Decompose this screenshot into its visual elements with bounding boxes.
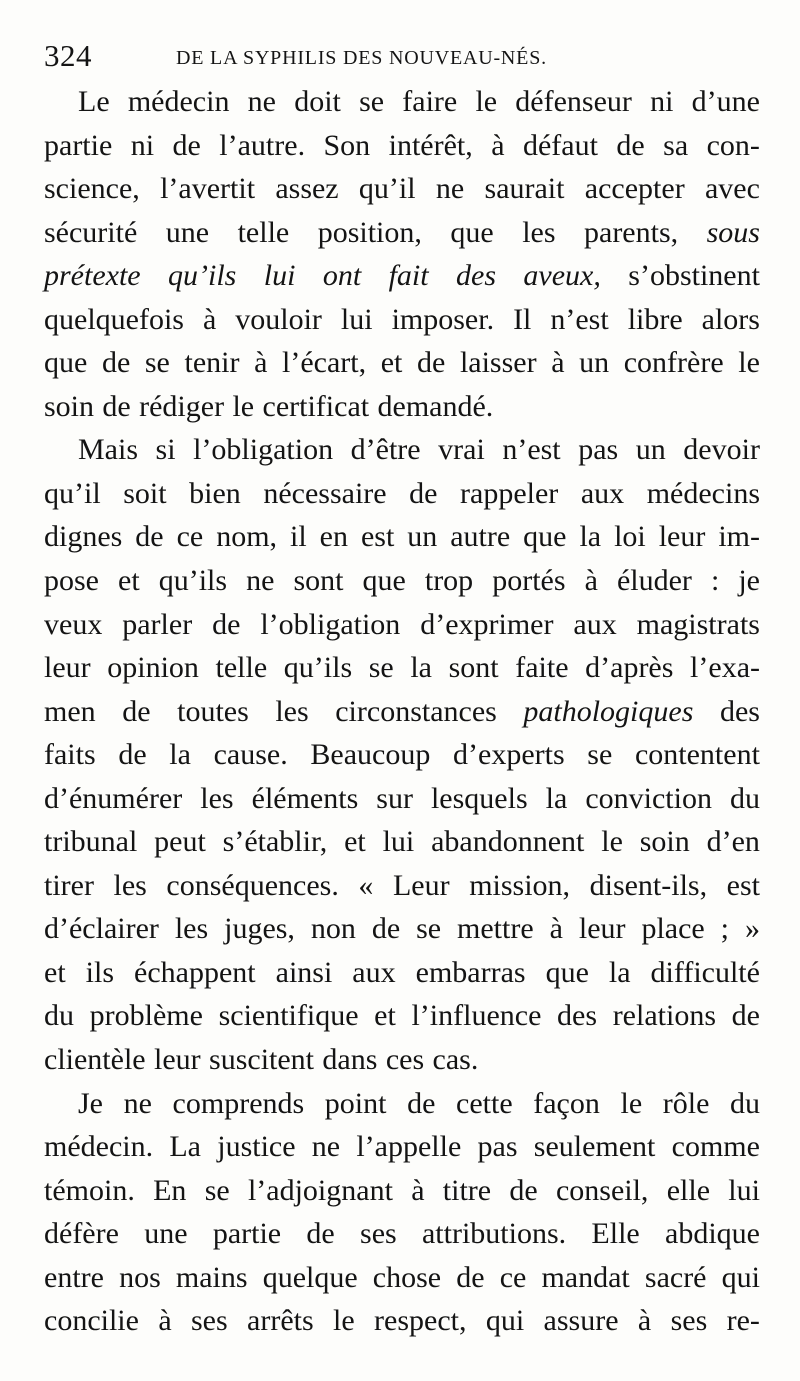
word: l’exa- (690, 651, 760, 685)
word: que (450, 215, 494, 249)
word: mandat (541, 1260, 630, 1294)
word: le (333, 1304, 355, 1338)
word: de (102, 389, 131, 423)
running-title: DE LA SYPHILIS DES NOUVEAU-NÉS. (176, 47, 547, 69)
word: intérêt, (388, 128, 473, 162)
word: sécurité (44, 215, 138, 249)
word: que (44, 346, 88, 380)
word: leur (154, 1043, 201, 1077)
word: ses (670, 1304, 708, 1338)
word: les (200, 781, 234, 815)
text-line (44, 1125, 760, 1169)
word: parents, (584, 215, 679, 249)
word: comprends (172, 1086, 305, 1120)
word: con- (706, 128, 760, 162)
word: tribunal (44, 825, 138, 859)
word: de (371, 912, 401, 946)
word: est (726, 868, 760, 902)
word: du (729, 781, 760, 815)
word: Beaucoup (310, 738, 431, 772)
italic-word: ont (322, 259, 362, 293)
word: ; (720, 912, 729, 946)
text-line (44, 1038, 760, 1082)
word: de (118, 738, 147, 772)
word: à (254, 346, 268, 380)
word: défaut (522, 128, 598, 162)
word: éluder (616, 564, 692, 598)
word: ni (650, 85, 674, 118)
text-line (44, 341, 760, 385)
word: l’autre. (219, 128, 306, 162)
word: non (310, 912, 356, 946)
word: tenir (184, 346, 240, 380)
word: ses (360, 1217, 397, 1251)
word: bien (189, 476, 241, 510)
word: quelque (262, 1260, 358, 1294)
word: doit (294, 85, 341, 118)
word: conséquences. (166, 868, 339, 902)
word: sur (376, 781, 413, 815)
word: juges, (224, 912, 295, 946)
word: nécessaire (263, 476, 387, 510)
word: cas. (432, 1043, 479, 1077)
word: difficulté (650, 955, 760, 989)
italic-word: lui (263, 259, 296, 293)
word: à (584, 564, 598, 598)
word: faire (402, 85, 458, 118)
word: tirer (44, 868, 94, 902)
word: place (641, 912, 705, 946)
word: que (523, 520, 567, 554)
word: faite (515, 651, 569, 685)
word: que (362, 564, 406, 598)
italic-word: aveux, (523, 259, 601, 293)
word: l’avertit (160, 172, 256, 206)
word: magistrats (636, 607, 760, 641)
word: la (545, 781, 568, 815)
word: leur (578, 912, 626, 946)
word: si (155, 433, 176, 467)
word: portés (492, 564, 566, 598)
word: s’établir, (222, 825, 328, 859)
text-line (44, 428, 760, 472)
word: soin (44, 389, 95, 423)
word: d’éclairer (44, 912, 159, 946)
word: La (169, 1130, 201, 1164)
word: les (522, 215, 556, 249)
italic-word: fait (388, 259, 429, 293)
word: peut (154, 825, 206, 859)
word: à (637, 1304, 652, 1338)
word: n’est (502, 433, 561, 467)
word: point (324, 1086, 387, 1120)
word: d’experts (453, 738, 565, 772)
italic-word: prétexte (44, 259, 141, 293)
word: » (744, 912, 760, 946)
word: se (587, 738, 613, 772)
word: se (204, 1173, 230, 1207)
word: position, (317, 215, 422, 249)
word: de (135, 520, 164, 554)
word: aux (580, 476, 625, 510)
page-number: 324 (44, 38, 92, 73)
word: arrêts (247, 1304, 314, 1338)
word: elle (666, 1173, 711, 1207)
word: les (113, 868, 147, 902)
word: parler (122, 607, 193, 641)
word: ne (311, 1130, 341, 1164)
word: l’influence (411, 999, 542, 1033)
word: et (380, 346, 403, 380)
word: alors (701, 302, 760, 336)
word: de (509, 1173, 538, 1207)
word: à (551, 346, 565, 380)
word: un (407, 520, 438, 554)
word: leur (658, 520, 706, 554)
word: échappent (134, 955, 256, 989)
word: disent-ils, (589, 868, 708, 902)
word: ni (130, 128, 155, 162)
word: clientèle (44, 1043, 146, 1077)
word: de (456, 1260, 485, 1294)
italic-word: sous (706, 215, 760, 249)
word: et (344, 825, 366, 859)
word: une (165, 215, 210, 249)
word: entre (44, 1260, 104, 1294)
word: se (144, 346, 170, 380)
word: défenseur (515, 85, 632, 118)
word: médecin (127, 85, 230, 118)
word: mains (175, 1260, 248, 1294)
word: ainsi (275, 955, 333, 989)
text-line (44, 559, 760, 603)
text-line (44, 515, 760, 559)
word: trop (424, 564, 474, 598)
word: quelquefois (44, 302, 184, 336)
word: d’exprimer (420, 607, 554, 641)
text-line (44, 254, 760, 298)
word: le (620, 1086, 643, 1120)
word: ne (246, 564, 275, 598)
word: rôle (662, 1086, 710, 1120)
word: et (374, 999, 396, 1033)
word: mission, (469, 868, 571, 902)
text-line (44, 994, 760, 1038)
text-line (44, 820, 760, 864)
word: les (174, 912, 209, 946)
word: l’obligation (193, 433, 334, 467)
word: l’appelle (356, 1130, 462, 1164)
word: façon (533, 1086, 600, 1120)
word: attributions. (421, 1217, 567, 1251)
word: est (360, 520, 395, 554)
text-line (44, 646, 760, 690)
word: la (608, 955, 631, 989)
word: leur (44, 651, 91, 685)
text-line (44, 211, 760, 255)
word: cause. (213, 738, 288, 772)
word: le (601, 825, 623, 859)
text-line (44, 472, 760, 516)
word: à (491, 128, 505, 162)
word: cette (456, 1086, 513, 1120)
text-line (44, 603, 760, 647)
word: l’adjoignant (247, 1173, 393, 1207)
text-line (44, 298, 760, 342)
word: soit (123, 476, 167, 510)
word: Leur (392, 868, 450, 902)
word: science, (44, 172, 140, 206)
word: abdique (665, 1217, 760, 1251)
word: et (44, 955, 66, 989)
word: veux (44, 607, 103, 641)
word: de (407, 1086, 436, 1120)
word: défère (44, 1217, 119, 1251)
word: lui (340, 302, 373, 336)
word: un (635, 433, 666, 467)
word: libre (627, 302, 683, 336)
word: qu’il (44, 476, 101, 510)
word: qu’il (358, 172, 416, 206)
word: conviction (585, 781, 712, 815)
word: du (44, 999, 74, 1033)
word: confrère (623, 346, 724, 380)
word: de (101, 346, 131, 380)
word: vouloir (235, 302, 322, 336)
word: de (731, 999, 760, 1033)
word: qui (721, 1260, 760, 1294)
text-line (44, 733, 760, 777)
word: lui (728, 1173, 760, 1207)
word: ces (385, 1043, 425, 1077)
word: men (44, 694, 96, 728)
word: accepter (584, 172, 685, 206)
word: respect, (374, 1304, 467, 1338)
word: justice (217, 1130, 296, 1164)
word: assure (543, 1304, 619, 1338)
word: rappeler (460, 476, 559, 510)
word: embarras (415, 955, 526, 989)
word: nom, (216, 520, 278, 554)
word: soin (639, 825, 690, 859)
word: pose (44, 564, 99, 598)
word: à (411, 1173, 425, 1207)
word: problème (89, 999, 203, 1033)
word: sont (293, 564, 344, 598)
word: ne (247, 85, 276, 118)
text-line (44, 1169, 760, 1213)
word: les (275, 694, 309, 728)
word: de (122, 694, 151, 728)
word: mettre (457, 912, 534, 946)
word: de (172, 128, 201, 162)
word: le (232, 389, 255, 423)
word: toutes (177, 694, 249, 728)
word: assez (275, 172, 339, 206)
word: re- (726, 1304, 760, 1338)
italic-word: qu’ils (168, 259, 237, 293)
word: d’être (350, 433, 421, 467)
word: opinion (107, 651, 199, 685)
word: Son (323, 128, 371, 162)
word: de (212, 607, 241, 641)
word: il (290, 520, 307, 554)
word: l’écart, (282, 346, 367, 380)
text-line (44, 1082, 760, 1126)
text-line (44, 951, 760, 995)
word: des (557, 999, 598, 1033)
text-line (44, 777, 760, 821)
word: suscitent (209, 1043, 315, 1077)
text-line (44, 167, 760, 211)
word: qu’ils (283, 651, 353, 685)
word: l’obligation (260, 607, 401, 641)
word: le (738, 346, 760, 380)
word: devoir (683, 433, 760, 467)
word: médecins (646, 476, 760, 510)
word: pas (578, 433, 619, 467)
word: la (410, 651, 432, 685)
word: d’énumérer (44, 781, 183, 815)
word: telle (215, 651, 268, 685)
word: conseil, (555, 1173, 649, 1207)
word: lesquels (430, 781, 528, 815)
text-line (44, 864, 760, 908)
word: sa (663, 128, 689, 162)
word: ce (176, 520, 204, 554)
word: à (202, 302, 217, 336)
word: qu’ils (158, 564, 228, 598)
word: titre (442, 1173, 492, 1207)
word: partie (212, 1217, 282, 1251)
italic-word: pathologiques (523, 694, 694, 728)
word: relations (612, 999, 716, 1033)
text-line (44, 80, 760, 124)
word: laisser (459, 346, 537, 380)
word: : (710, 564, 720, 598)
word: demandé. (377, 389, 494, 423)
word: se (416, 912, 442, 946)
word: comme (671, 1130, 760, 1164)
word: ils (85, 955, 115, 989)
word: scientifique (218, 999, 359, 1033)
word: circonstances (335, 694, 497, 728)
word: que (545, 955, 589, 989)
word: du (730, 1086, 760, 1120)
word: ne (435, 172, 465, 206)
word: en (319, 520, 348, 554)
text-line (44, 690, 760, 734)
word: abandonnent (431, 825, 585, 859)
word: témoin. (44, 1173, 135, 1207)
word: En (153, 1173, 187, 1207)
word: concilie (44, 1304, 139, 1338)
word: avec (704, 172, 760, 206)
page-header (40, 38, 760, 78)
word: d’après (585, 651, 674, 685)
word: un (579, 346, 610, 380)
body-text (44, 80, 760, 1343)
word: de (409, 476, 438, 510)
word: à (158, 1304, 172, 1338)
word: Elle (591, 1217, 640, 1251)
word: certificat (262, 389, 370, 423)
word: médecin. (44, 1130, 154, 1164)
word: dans (322, 1043, 378, 1077)
word: partie (44, 128, 113, 162)
word: n’est (550, 302, 609, 336)
word: de (616, 128, 645, 162)
text-line (44, 1256, 760, 1300)
word: sacré (644, 1260, 707, 1294)
word: je (738, 564, 760, 598)
word: de (417, 346, 446, 380)
word: loi (614, 520, 646, 554)
word: s’obstinent (628, 259, 760, 293)
italic-word: des (456, 259, 497, 293)
word: rédiger (139, 389, 225, 423)
word: une (144, 1217, 188, 1251)
word: aux (573, 607, 617, 641)
word: Le (78, 85, 110, 118)
word: im- (718, 520, 760, 554)
word: vrai (438, 433, 485, 467)
word: d’en (706, 825, 760, 859)
word: sont (448, 651, 499, 685)
word: se (359, 85, 385, 118)
word: pas (477, 1130, 518, 1164)
word: Mais (78, 433, 138, 467)
word: autre (450, 520, 511, 554)
text-line (44, 124, 760, 168)
word: la (579, 520, 602, 554)
word: nos (119, 1260, 161, 1294)
word: d’une (691, 85, 760, 118)
word: Je (78, 1086, 103, 1120)
text-line (44, 1212, 760, 1256)
word: Il (513, 302, 532, 336)
word: et (118, 564, 140, 598)
word: contentent (634, 738, 760, 772)
text-line (44, 907, 760, 951)
word: aux (352, 955, 396, 989)
word: des (719, 694, 760, 728)
text-line (44, 1299, 760, 1343)
word: la (169, 738, 191, 772)
word: saurait (484, 172, 565, 206)
word: « (358, 868, 374, 902)
word: chose (372, 1260, 442, 1294)
word: seulement (533, 1130, 656, 1164)
word: qui (485, 1304, 525, 1338)
word: faits (44, 738, 96, 772)
word: à (549, 912, 563, 946)
word: le (475, 85, 498, 118)
word: éléments (251, 781, 359, 815)
word: se (368, 651, 394, 685)
word: lui (382, 825, 415, 859)
word: dignes (44, 520, 123, 554)
word: ses (191, 1304, 228, 1338)
word: ne (123, 1086, 152, 1120)
text-line (44, 385, 760, 429)
word: ce (499, 1260, 527, 1294)
word: imposer. (391, 302, 495, 336)
word: telle (237, 215, 290, 249)
word: de (306, 1217, 335, 1251)
